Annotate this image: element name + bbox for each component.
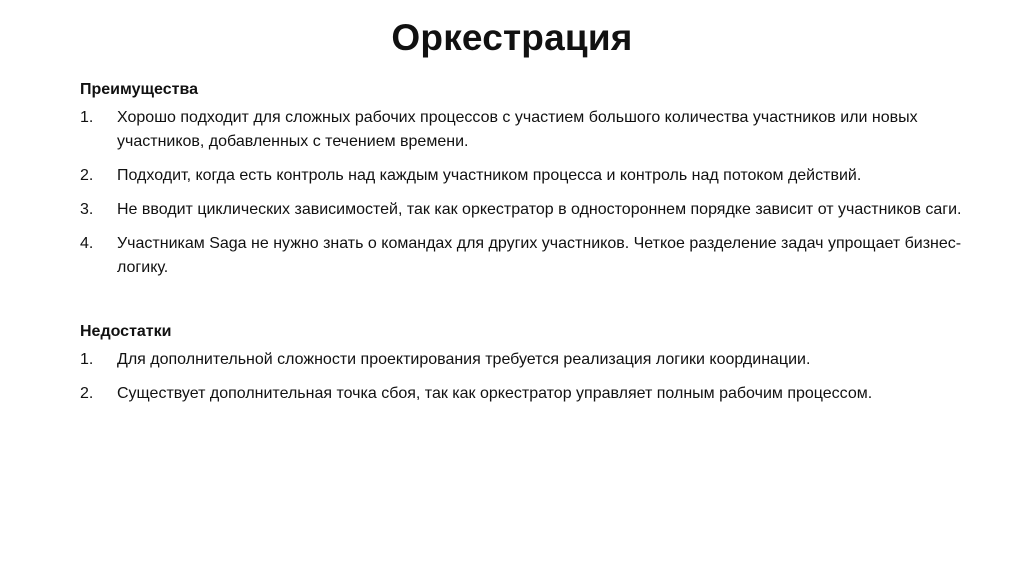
item-text: Для дополнительной сложности проектирования требуется реализация логики координации. <box>117 351 811 368</box>
cons-section <box>80 322 1000 416</box>
cons-heading: Недостатки <box>80 323 172 340</box>
list-item <box>80 198 1000 222</box>
item-number: 2. <box>80 167 94 184</box>
item-text: Участникам Saga не нужно знать о командах для других участников. Четкое разделение задач упрощает бизнес-логику. <box>117 235 962 276</box>
item-text: Хорошо подходит для сложных рабочих процессов с участием большого количества участников или новых участников, добавленных с течением времени. <box>117 109 918 150</box>
list-item <box>80 232 1000 280</box>
item-number: 1. <box>80 109 94 126</box>
pros-heading: Преимущества <box>80 81 198 98</box>
list-item <box>80 348 1000 372</box>
list-item <box>80 106 1000 154</box>
item-number: 4. <box>80 235 94 252</box>
pros-list <box>80 106 1000 280</box>
item-text: Подходит, когда есть контроль над каждым участником процесса и контроль над потоком действий. <box>117 167 862 184</box>
item-number: 2. <box>80 385 94 402</box>
item-text: Не вводит циклических зависимостей, так как оркестратор в одностороннем порядке зависит от участников саги. <box>117 201 962 218</box>
cons-list <box>80 348 1000 406</box>
item-text: Существует дополнительная точка сбоя, так как оркестратор управляет полным рабочим процессом. <box>117 385 873 402</box>
item-number: 3. <box>80 201 94 218</box>
item-number: 1. <box>80 351 94 368</box>
pros-section <box>80 80 1000 290</box>
list-item <box>80 382 1000 406</box>
list-item <box>80 164 1000 188</box>
slide-title: Оркестрация <box>391 17 633 58</box>
